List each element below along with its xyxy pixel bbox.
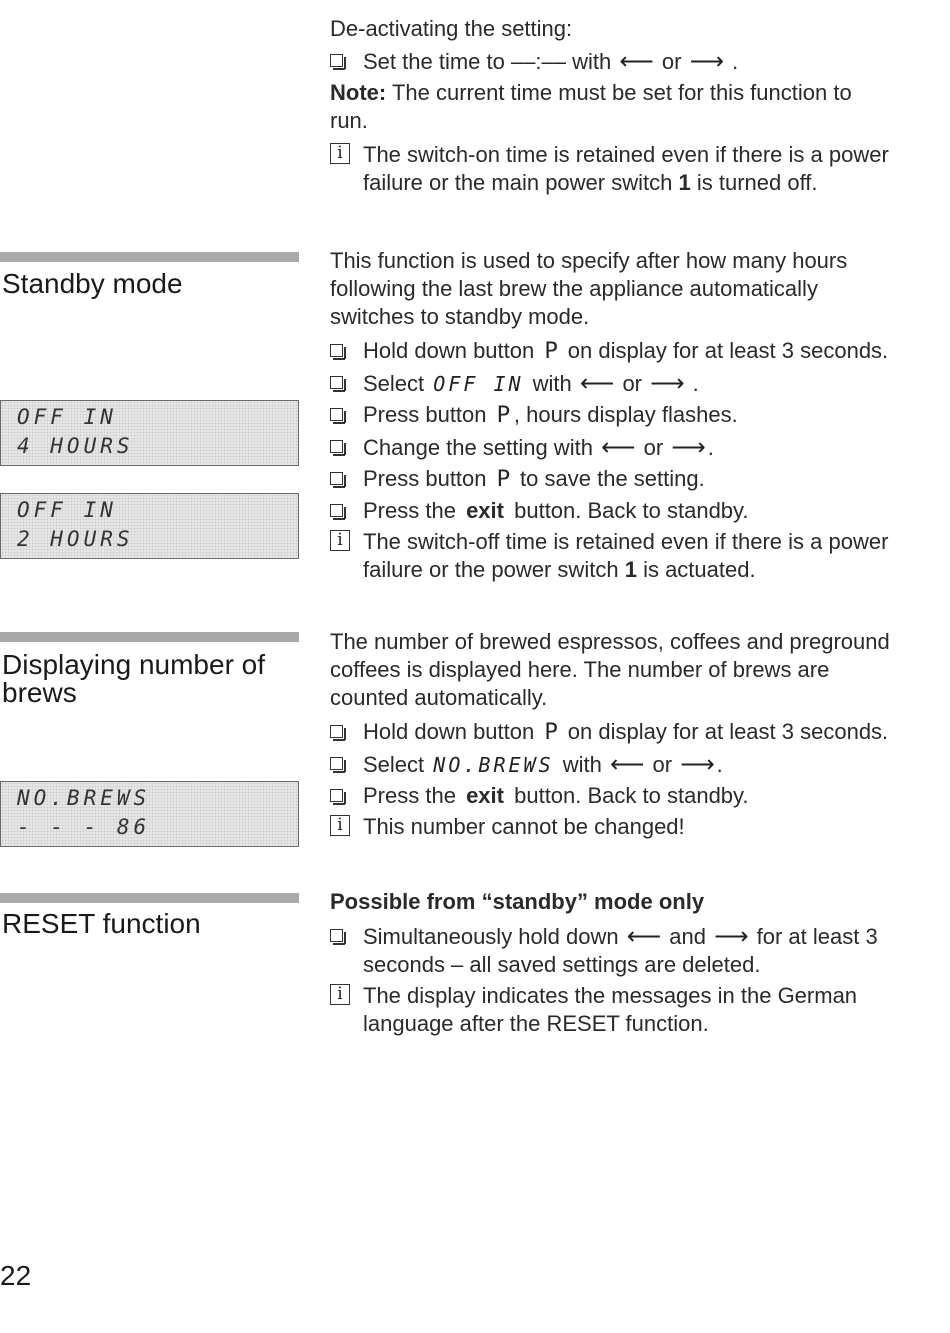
- p-button-icon: P: [544, 339, 558, 364]
- brews-description: The number of brewed espressos, coffees and preground coffees is displayed here. The number of brews are counted automatically.: [330, 629, 890, 710]
- section-standby-mode: [330, 247, 890, 587]
- info-cannot-change: i This number cannot be changed!: [330, 813, 890, 841]
- checkbox-icon: [330, 376, 343, 389]
- arrow-right-icon: ⟶: [671, 433, 706, 461]
- section-deactivate: [330, 15, 890, 200]
- arrow-right-icon: ⟶: [689, 47, 725, 75]
- note: [330, 79, 890, 135]
- lcd-display-no-brews: [0, 781, 299, 847]
- checkbox-icon: [330, 789, 343, 802]
- info-switch-on-retained: i The switch-on time is retained even if there is a power failure or the main power switch 1 is turned off.: [330, 141, 890, 197]
- checkbox-icon: [330, 504, 343, 517]
- brews-step-exit: Press the exit button. Back to standby.: [330, 782, 890, 810]
- arrow-right-icon: ⟶: [714, 922, 749, 950]
- section-rule-standby: [0, 252, 299, 262]
- reset-subheading: Possible from “standby” mode only: [330, 889, 705, 914]
- standby-step-save: Press button P to save the setting.: [330, 465, 890, 494]
- checkbox-icon: [330, 344, 343, 357]
- arrow-left-icon: ⟵: [626, 922, 662, 950]
- brews-step-select: Select NO.BREWS with ⟵ or ⟶.: [330, 750, 890, 779]
- exit-button-icon: exit: [466, 783, 504, 808]
- checkbox-icon: [330, 472, 343, 485]
- heading-standby-mode: Standby mode: [2, 268, 183, 299]
- p-button-icon: P: [496, 403, 510, 428]
- checkbox-icon: [330, 757, 343, 770]
- standby-step-press-p: Press button P , hours display flashes.: [330, 401, 890, 430]
- p-button-icon: P: [496, 467, 510, 492]
- lcd-inline-text: NO.BREWS: [433, 753, 554, 777]
- checkbox-icon: [330, 408, 343, 421]
- arrow-right-icon: ⟶: [680, 750, 715, 778]
- checkbox-icon: [330, 54, 343, 67]
- reset-step-hold-arrows: Simultaneously hold down ⟵ and ⟶ for at least 3 seconds – all saved settings are deleted.: [330, 922, 890, 979]
- standby-step-change-setting: Change the setting with ⟵ or ⟶.: [330, 433, 890, 462]
- step-set-time: Set the time to ––:–– with ⟵ or ⟶ .: [330, 47, 890, 76]
- info-icon: i: [330, 984, 350, 1005]
- standby-description: This function is used to specify after how many hours following the last brew the appliance automatically switches to standby mode.: [330, 248, 848, 329]
- info-icon: i: [330, 815, 350, 836]
- p-button-icon: P: [544, 720, 558, 745]
- page-number: 22: [0, 1260, 32, 1291]
- lcd-line-2: - - - 86: [17, 815, 151, 839]
- section-reset-function: [330, 888, 890, 1041]
- note-text: The current time must be set for this function to run.: [330, 80, 852, 133]
- arrow-left-icon: ⟵: [619, 47, 654, 75]
- lcd-line-1: OFF IN: [17, 405, 117, 429]
- info-icon: i: [330, 530, 350, 551]
- info-icon: i: [330, 143, 350, 164]
- arrow-left-icon: ⟵: [601, 433, 636, 461]
- lcd-line-1: OFF IN: [17, 498, 117, 522]
- checkbox-icon: [330, 929, 343, 942]
- section-number-of-brews: [330, 628, 890, 844]
- standby-step-exit: Press the exit button. Back to standby.: [330, 497, 890, 525]
- heading-reset-function: RESET function: [2, 908, 201, 939]
- info-german-language: i The display indicates the messages in the German language after the RESET function.: [330, 982, 890, 1038]
- info-switch-off-retained: i The switch-off time is retained even if there is a power failure or the power switch 1 is actuated.: [330, 528, 890, 584]
- brews-step-hold-p: Hold down button P on display for at least 3 seconds.: [330, 718, 890, 747]
- heading-displaying-number-of-brews: Displaying number of brews: [2, 649, 266, 708]
- note-label: Note:: [330, 80, 387, 105]
- lcd-line-2: 4 HOURS: [17, 434, 134, 458]
- lcd-line-2: 2 HOURS: [17, 527, 134, 551]
- checkbox-icon: [330, 440, 343, 453]
- lcd-display-off-in-2-hours: [0, 493, 299, 559]
- section-rule-reset: [0, 893, 299, 903]
- standby-step-hold-p: Hold down button P on display for at least 3 seconds.: [330, 337, 890, 366]
- lcd-line-1: NO.BREWS: [17, 786, 151, 810]
- lcd-display-off-in-4-hours: [0, 400, 299, 466]
- arrow-left-icon: ⟵: [579, 369, 615, 397]
- lcd-inline-text: OFF IN: [433, 372, 524, 396]
- standby-step-select-off-in: Select OFF IN with ⟵ or ⟶ .: [330, 369, 890, 398]
- exit-button-icon: exit: [466, 498, 504, 523]
- checkbox-icon: [330, 725, 343, 738]
- arrow-right-icon: ⟶: [650, 369, 685, 397]
- arrow-left-icon: ⟵: [609, 750, 645, 778]
- section-rule-brews: [0, 632, 299, 642]
- deactivate-heading: De-activating the setting:: [330, 16, 573, 41]
